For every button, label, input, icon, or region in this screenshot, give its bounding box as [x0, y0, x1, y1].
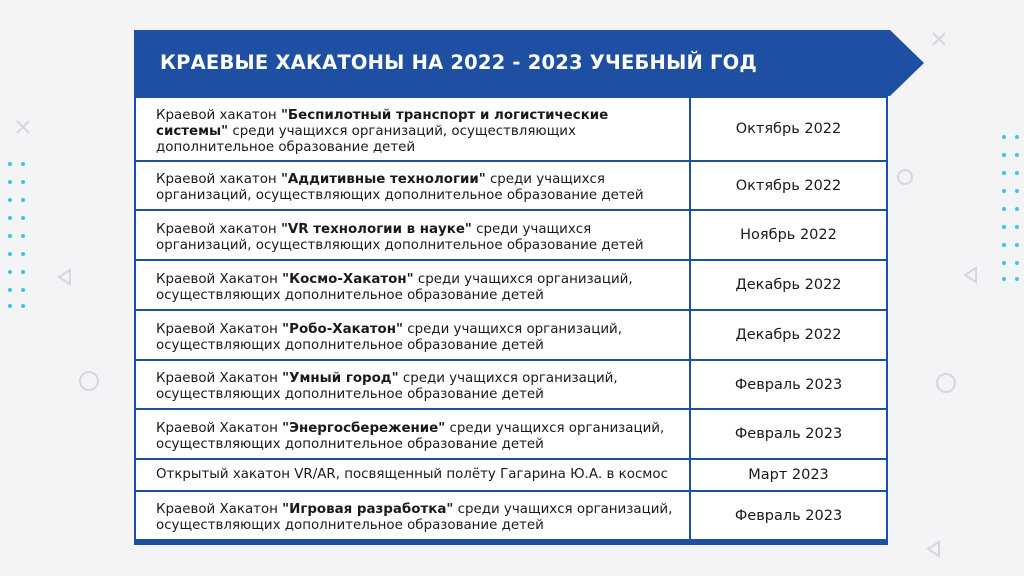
event-title: "Энергосбережение" — [282, 420, 446, 436]
event-name-cell: Краевой хакатон "Беспилотный транспорт и логистические системы" среди учащихся организаций, осуществляющих дополнительное образование детей — [136, 98, 689, 160]
event-title: "Робо-Хакатон" — [282, 321, 403, 337]
event-name-cell: Краевой Хакатон "Умный город" среди учащихся организаций, осуществляющих дополнительное образование детей — [136, 361, 689, 408]
triangle-outline-icon — [56, 268, 74, 286]
table-row — [136, 460, 886, 490]
title-banner — [134, 30, 924, 96]
event-date-cell: Ноябрь 2022 — [691, 211, 886, 259]
event-name-cell: Краевой хакатон "Аддитивные технологии" среди учащихся организаций, осуществляющих дополнительное образование детей — [136, 162, 689, 209]
circle-outline-icon — [896, 168, 914, 186]
event-title: "Игровая разработка" — [282, 502, 454, 517]
table-row — [136, 361, 886, 408]
triangle-outline-icon — [962, 266, 980, 284]
event-date-cell: Октябрь 2022 — [691, 162, 886, 209]
circle-outline-icon — [78, 370, 100, 392]
cross-icon — [14, 118, 32, 136]
event-title: "VR технологии в науке" — [280, 221, 472, 237]
event-date-cell: Февраль 2023 — [691, 410, 886, 458]
event-date-cell: Декабрь 2022 — [691, 261, 886, 309]
table-row — [136, 211, 886, 259]
page-title: КРАЕВЫЕ ХАКАТОНЫ НА 2022 - 2023 УЧЕБНЫЙ ГОД — [160, 51, 757, 74]
event-title: "Умный город" — [282, 371, 399, 386]
event-name-cell: Краевой Хакатон "Энергосбережение" среди учащихся организаций, осуществляющих дополнительное образование детей — [136, 410, 689, 458]
dots-pattern-left — [6, 160, 28, 310]
triangle-outline-icon — [925, 540, 943, 558]
table-row — [136, 410, 886, 458]
event-name-cell: Открытый хакатон VR/AR, посвященный полёту Гагарина Ю.А. в космос — [136, 460, 689, 490]
event-name-cell: Краевой Хакатон "Космо-Хакатон" среди учащихся организаций, осуществляющих дополнительное образование детей — [136, 261, 689, 309]
event-date-cell: Октябрь 2022 — [691, 98, 886, 160]
table-row — [136, 492, 886, 539]
table-row — [136, 261, 886, 309]
event-title: "Космо-Хакатон" — [282, 271, 414, 287]
table-row — [136, 98, 886, 160]
cross-icon — [930, 30, 948, 48]
dots-pattern-right — [1000, 133, 1022, 283]
event-name-cell: Краевой Хакатон "Робо-Хакатон" среди учащихся организаций, осуществляющих дополнительное образование детей — [136, 311, 689, 359]
table-row — [136, 162, 886, 209]
event-title: "Аддитивные технологии" — [280, 172, 486, 187]
event-date-cell: Март 2023 — [691, 460, 886, 490]
event-name-cell: Краевой хакатон "VR технологии в науке" среди учащихся организаций, осуществляющих дополнительное образование детей — [136, 211, 689, 259]
circle-outline-icon — [935, 372, 957, 394]
table-row — [136, 311, 886, 359]
hackathon-table — [134, 96, 888, 545]
event-title: "Беспилотный транспорт и логистические системы" — [156, 107, 609, 139]
event-date-cell: Декабрь 2022 — [691, 311, 886, 359]
event-date-cell: Февраль 2023 — [691, 361, 886, 408]
event-name-cell: Краевой Хакатон "Игровая разработка" среди учащихся организаций, осуществляющих дополнительное образование детей — [136, 492, 689, 539]
event-date-cell: Февраль 2023 — [691, 492, 886, 539]
